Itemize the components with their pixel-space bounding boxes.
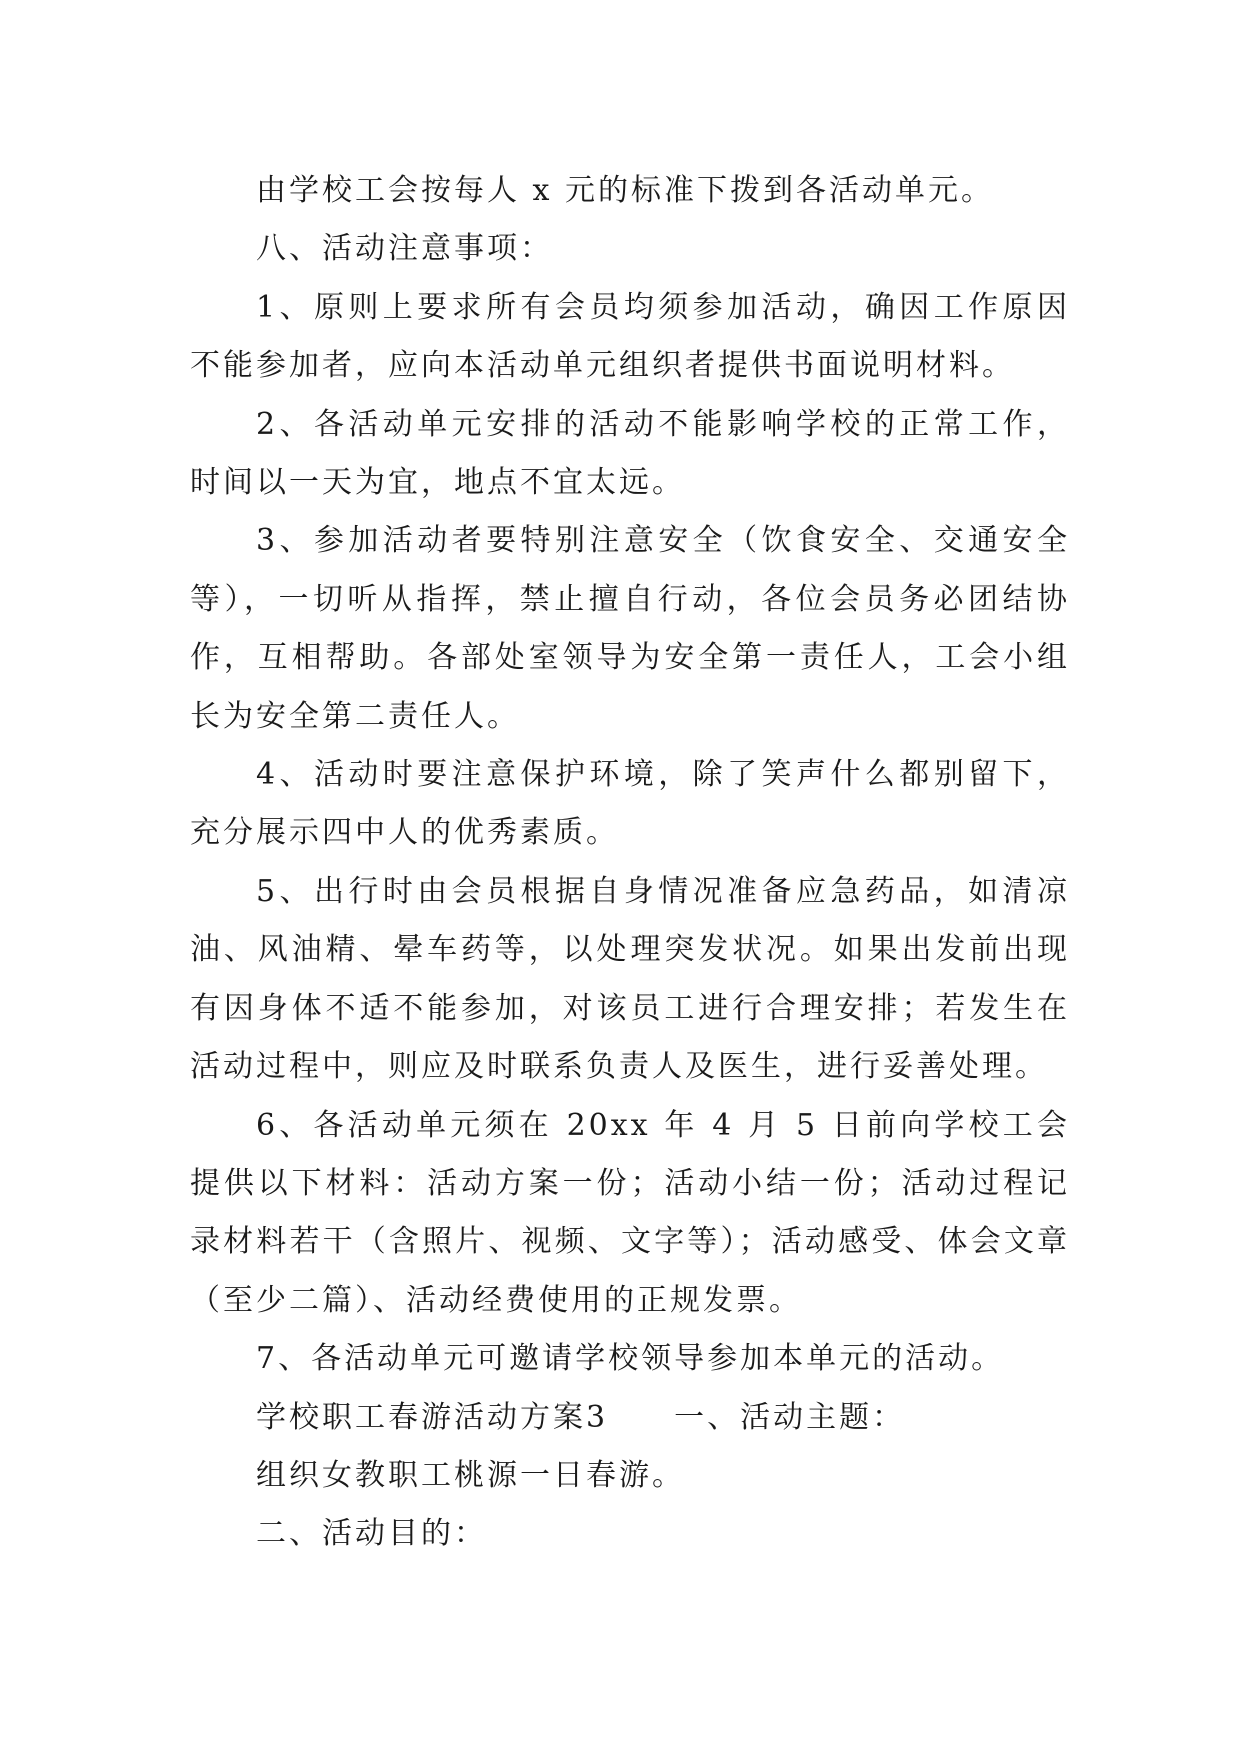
- paragraph-theme: 组织女教职工桃源一日春游。: [256, 1457, 685, 1493]
- section-heading-notes: 八、活动注意事项：: [256, 231, 553, 267]
- plan-title-heading: 学校职工春游活动方案3 一、活动主题：: [256, 1399, 906, 1435]
- paragraph-note-6: 6、各活动单元须在 20xx 年 4 月 5 日前向学校工会提供以下材料：活动方案一份；活动小结一份；活动过程记录材料若干（含照片、视频、文字等）；活动感受、体会文章（至少二篇）、活动经费使用的正规发票。: [190, 1107, 1070, 1318]
- paragraph-funding: 由学校工会按每人 x 元的标准下拨到各活动单元。: [256, 173, 994, 208]
- paragraph-note-3: 3、参加活动者要特别注意安全（饮食安全、交通安全等），一切听从指挥，禁止擅自行动，各位会员务必团结协作，互相帮助。各部处室领导为安全第一责任人，工会小组长为安全第二责任人。: [190, 523, 1070, 734]
- paragraph-note-4: 4、活动时要注意保护环境，除了笑声什么都别留下，充分展示四中人的优秀素质。: [190, 757, 1070, 851]
- paragraph-note-5: 5、出行时由会员根据自身情况准备应急药品，如清凉油、风油精、晕车药等，以处理突发状况。如果出发前出现有因身体不适不能参加，对该员工进行合理安排；若发生在活动过程中，则应及时联系负责人及医生，进行妥善处理。: [190, 873, 1070, 1085]
- paragraph-note-1: 1、原则上要求所有会员均须参加活动，确因工作原因不能参加者，应向本活动单元组织者提供书面说明材料。: [190, 289, 1070, 384]
- document-body: [190, 162, 1070, 1564]
- paragraph-note-2: 2、各活动单元安排的活动不能影响学校的正常工作，时间以一天为宜，地点不宜太远。: [190, 406, 1070, 501]
- paragraph-note-7: 7、各活动单元可邀请学校领导参加本单元的活动。: [256, 1341, 1005, 1377]
- section-heading-purpose: 二、活动目的：: [256, 1516, 487, 1552]
